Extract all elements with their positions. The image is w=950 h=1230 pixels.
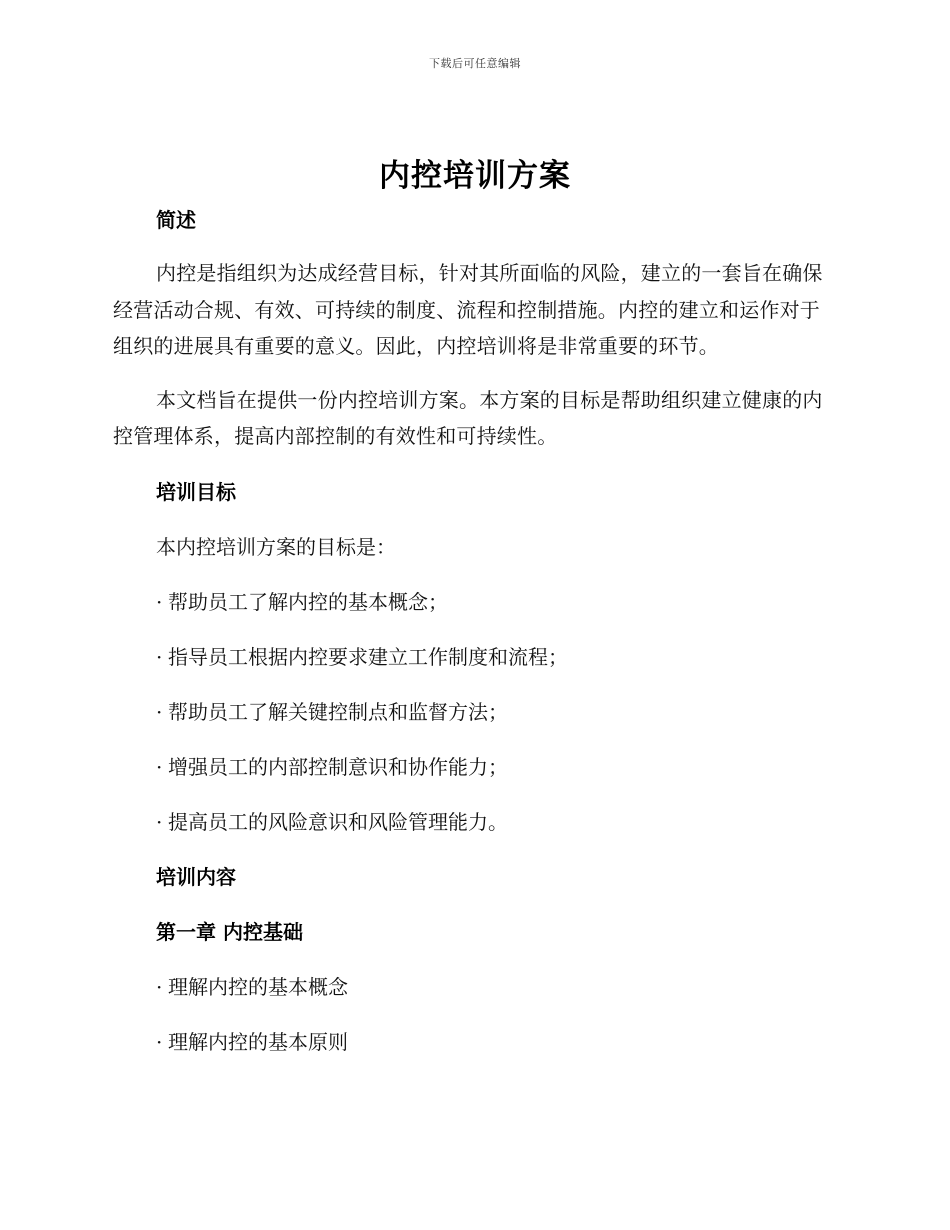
goal-bullet-text: 增强员工的内部控制意识和协作能力； [168, 754, 508, 779]
goal-bullet [156, 692, 837, 747]
bullet-symbol: · [156, 974, 163, 999]
chapter-heading-1: 第一章 内控基础 [156, 919, 303, 944]
goal-bullet [156, 802, 837, 857]
goals-intro: 本内控培训方案的目标是： [156, 534, 396, 559]
goal-bullet [156, 637, 837, 692]
overview-paragraph-2: 本文档旨在提供一份内控培训方案。本方案的目标是帮助组织建立健康的内控管理体系，提高内部控制的有效性和可持续性。 [113, 387, 823, 448]
bullet-symbol: · [156, 754, 163, 779]
document-title: 内控培训方案 [379, 158, 571, 194]
chapter-bullet [156, 1022, 837, 1077]
overview-paragraph-1: 内控是指组织为达成经营目标，针对其所面临的风险，建立的一套旨在确保经营活动合规、有效、可持续的制度、流程和控制措施。内控的建立和运作对于组织的进展具有重要的意义。因此，内控培训将是非常重要的环节。 [113, 261, 823, 358]
goal-bullet [156, 582, 837, 637]
goal-bullet-text: 指导员工根据内控要求建立工作制度和流程； [168, 644, 568, 669]
goal-bullet-text: 提高员工的风险意识和风险管理能力。 [168, 809, 508, 834]
bullet-symbol: · [156, 589, 163, 614]
header-note: 下载后可任意编辑 [429, 57, 521, 70]
bullet-symbol: · [156, 699, 163, 724]
goal-bullet [156, 747, 837, 802]
bullet-symbol: · [156, 644, 163, 669]
bullet-symbol: · [156, 1029, 163, 1054]
chapter-bullet-text: 理解内控的基本原则 [168, 1029, 348, 1054]
chapter-bullet [156, 967, 837, 1022]
section-heading-goals: 培训目标 [156, 479, 236, 504]
section-heading-overview: 简述 [156, 208, 196, 232]
chapter-bullet-text: 理解内控的基本概念 [168, 974, 348, 999]
goal-bullet-text: 帮助员工了解关键控制点和监督方法； [168, 699, 508, 724]
section-heading-content: 培训内容 [156, 864, 236, 889]
document-body [113, 200, 837, 1077]
bullet-symbol: · [156, 809, 163, 834]
goal-bullet-text: 帮助员工了解内控的基本概念； [168, 589, 448, 614]
